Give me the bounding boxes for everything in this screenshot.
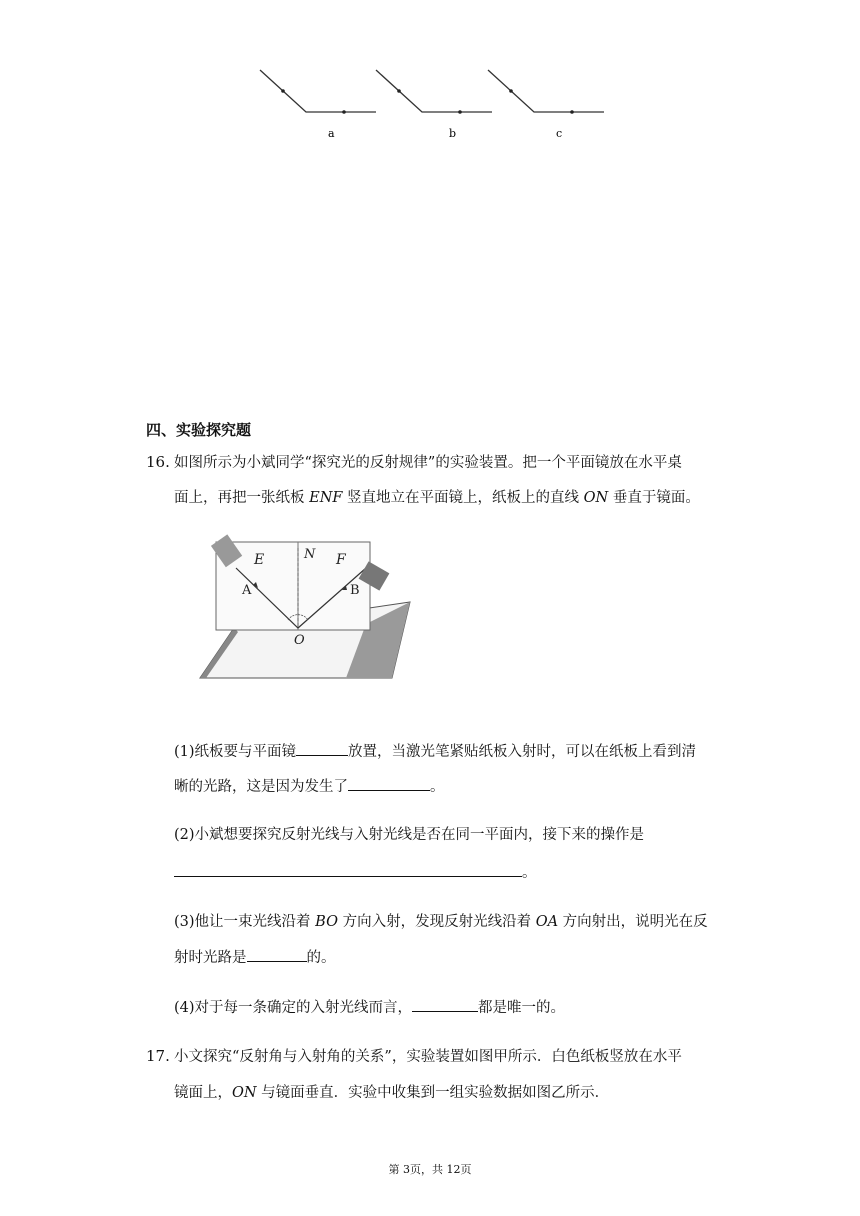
- label-E: E: [254, 552, 265, 568]
- q16-sub4-line: (4)对于每一条确定的入射光线而言， 都是唯一的。: [174, 996, 565, 1018]
- page-footer: 第 3页，共 12页: [388, 1163, 472, 1176]
- answer-blank-2[interactable]: [348, 775, 430, 791]
- q16-sub1-line1: (1)纸板要与平面镜 放置，当激光笔紧贴纸板入射时，可以在纸板上看到清: [174, 740, 696, 762]
- q16-sub2-line2: 。: [174, 861, 537, 883]
- label-O: O: [294, 633, 305, 648]
- question-17-line1: 小文探究“反射角与入射角的关系”，实验装置如图甲所示．白色纸板竖放在水平: [174, 1049, 682, 1065]
- answer-blank-4[interactable]: [247, 946, 307, 962]
- q16-sub3-line1: (3)他让一束光线沿着 BO 方向入射，发现反射光线沿着 OA 方向射出，说明光在反: [174, 914, 708, 930]
- figure-label-a: a: [328, 127, 335, 140]
- q16-sub3-line2: 射时光路是 的。: [174, 946, 336, 968]
- question-17-number: 17.: [146, 1047, 170, 1065]
- label-F: F: [336, 552, 346, 568]
- figure-label-b: b: [449, 127, 457, 140]
- answer-blank-1[interactable]: [296, 740, 348, 756]
- label-A: A: [242, 583, 252, 598]
- q16-sub1-line2: 晰的光路，这是因为发生了 。: [174, 775, 445, 797]
- question-16-intro-line1: 如图所示为小斌同学“探究光的反射规律”的实验装置。把一个平面镜放在水平桌: [174, 455, 682, 471]
- reflection-apparatus-figure: [196, 530, 418, 686]
- answer-blank-5[interactable]: [412, 996, 478, 1012]
- question-17-line2: 镜面上，ON 与镜面垂直．实验中收集到一组实验数据如图乙所示．: [174, 1085, 610, 1101]
- reflection-paths-figure: [250, 60, 620, 150]
- answer-blank-3[interactable]: [174, 861, 522, 877]
- section-title: 四、实验探究题: [146, 421, 252, 439]
- figure-label-c: c: [556, 127, 563, 140]
- q16-sub2-line1: (2)小斌想要探究反射光线与入射光线是否在同一平面内，接下来的操作是: [174, 827, 645, 843]
- question-16-number: 16.: [146, 453, 170, 471]
- label-B: B: [350, 583, 360, 598]
- question-16-intro-line2: 面上，再把一张纸板 ENF 竖直地立在平面镜上，纸板上的直线 ON 垂直于镜面。: [174, 490, 700, 506]
- label-N: N: [304, 547, 316, 562]
